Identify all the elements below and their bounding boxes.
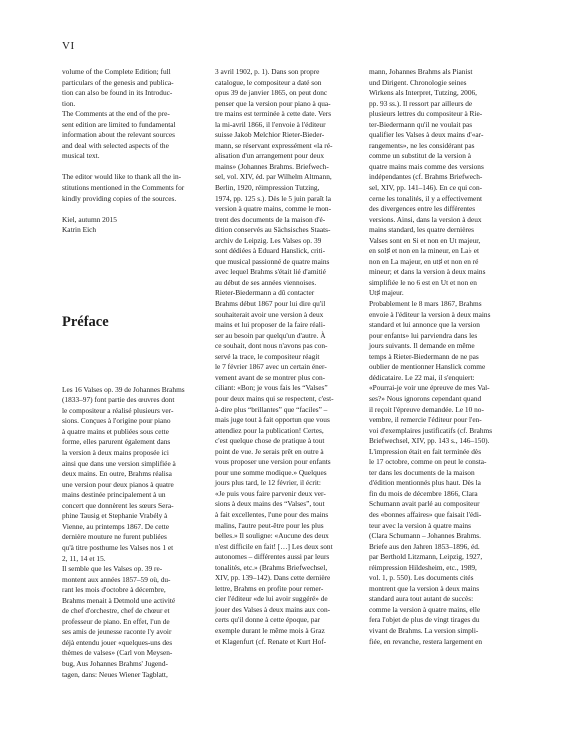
text-line: il reçoit l'épreuve demandée. Le 10 no-: [369, 404, 484, 414]
text-line: comme un substitut de la version à: [369, 151, 471, 161]
text-line: le compositeur a réalisé plusieurs ver-: [62, 405, 174, 415]
text-line: pp. 93 ss.). Il ressort par ailleurs de: [369, 98, 473, 108]
text-line: Brahms début 1867 pour lui dire qu'il: [215, 299, 326, 309]
text-line: à-dire plus “brillantes” que “faciles” –: [215, 404, 328, 414]
text-line: ter dans les documents de la maison: [369, 467, 475, 477]
text-line: en sol♯ et non en la mineur, en La♭ et: [369, 246, 480, 256]
text-line: pour deux mains qui se respectent, c'est-: [215, 393, 334, 403]
text-line: déjà entendu jouer «quelques-uns des: [62, 637, 173, 647]
text-line: Rieter-Biedermann a dû contacter: [215, 288, 315, 298]
text-line: Wirkens als Interpret, Tutzing, 2006,: [369, 88, 478, 98]
text-line: dédicataire. Le 22 mai, il s'enquiert:: [369, 372, 475, 382]
text-line: stitutions mentioned in the Comments for: [62, 183, 185, 193]
text-line: suisse Jakob Melchior Rieter-Bieder-: [215, 130, 325, 140]
text-line: The editor would like to thank all the in-: [62, 172, 182, 182]
text-line: [62, 162, 196, 173]
text-line: jours suivants. Il demande en même: [369, 341, 475, 351]
text-line: versions. Ainsi, dans la version à deux: [369, 214, 482, 224]
text-line: qualifier les Valses à deux mains d'«ar-: [369, 130, 484, 140]
text-line: Ut♯ majeur.: [369, 288, 404, 298]
text-line: des divergences entre les différentes: [369, 204, 476, 214]
text-line: «Je puis vous faire parvenir deux ver-: [215, 488, 326, 498]
column-middle: [215, 67, 349, 647]
text-line: lettre, Brahms en profite pour remer-: [215, 583, 324, 593]
text-line: et Klagenfurt (cf. Renate et Kurt Hof-: [215, 636, 327, 646]
text-line: Il semble que les Valses op. 39 re-: [62, 564, 163, 574]
text-line: Briefwechsel, XIV, pp. 143 s., 146–150).: [369, 436, 490, 446]
english-preface-ending: [62, 67, 196, 236]
text-line: oublier de mentionner Hanslick comme: [369, 362, 486, 372]
text-line: phine Tausig et Stephanie Vrabély à: [62, 511, 168, 521]
text-line: Schumann avait parlé au compositeur: [369, 499, 480, 509]
text-line: Kiel, autumn 2015: [62, 214, 117, 224]
text-line: plusieurs lettres du compositeur à Rie-: [369, 109, 483, 119]
text-line: une version pour deux pianos à quatre: [62, 479, 174, 489]
text-line: comme la version à quatre mains, elle: [369, 604, 481, 614]
text-line: de chef d'orchestre, chef de chœur et: [62, 606, 170, 616]
text-line: avec lequel Brahms s'était lié d'amitié: [215, 267, 326, 277]
text-line: le 17 octobre, comme on peut le consta-: [369, 457, 487, 467]
text-line: ses?» Nous ignorons cependant quand: [369, 393, 482, 403]
text-line: fiée, en revanche, restera largement en: [369, 636, 483, 646]
text-line: particulars of the genesis and publica-: [62, 77, 174, 87]
text-line: sent edition are limited to fundamental: [62, 119, 176, 129]
text-line: la mi-avril 1866, il l'envoie à l'éditeur: [215, 119, 326, 129]
text-line: standard et lui annonce que la version: [369, 320, 480, 330]
page-number: VI: [62, 40, 75, 52]
text-line: belles.» Il souligne: «Aucune des deux: [215, 531, 329, 541]
text-line: mais juge tout à fait opportun que vous: [215, 415, 330, 425]
text-line: tagen, dans: Neues Wiener Tagblatt,: [62, 669, 168, 679]
text-line: (Clara Schumann – Johannes Brahms.: [369, 531, 481, 541]
text-line: fera l'objet de plus de vingt tirages du: [369, 615, 480, 625]
text-line: alisation d'un arrangement pour deux: [215, 151, 324, 161]
text-line: dernière mouture ne furent publiées: [62, 532, 167, 542]
text-line: teur avec la version à quatre mains: [369, 520, 471, 530]
text-line: tonalités, etc.» (Brahms Briefwechsel,: [215, 562, 328, 572]
text-line: quatre mains mais comme des versions: [369, 161, 484, 171]
text-line: ser au besoin par quelqu'un d'autre. À: [215, 330, 326, 340]
text-line: temps à Rieter-Biedermann de ne pas: [369, 351, 479, 361]
text-line: mineur; et dans la version à deux mains: [369, 267, 486, 277]
text-line: ses amis de jeunesse raconte l'y avoir: [62, 627, 172, 637]
text-line: vembre, il remercie l'éditeur pour l'en-: [369, 415, 482, 425]
text-line: Briefe aus den Jahren 1853–1896, éd.: [369, 541, 480, 551]
text-line: souhaiterait avoir une version à deux: [215, 309, 324, 319]
text-line: le 7 février 1867 avec un certain éner-: [215, 362, 327, 372]
text-line: n'est difficile en fait! […] Les deux sont: [215, 541, 333, 551]
text-line: envoie à l'éditeur la version à deux mains: [369, 309, 491, 319]
text-line: fin du mois de décembre 1866, Clara: [369, 488, 478, 498]
text-line: certs qu'il donne à cette époque, par: [215, 615, 321, 625]
text-line: vous proposer une version pour enfants: [215, 457, 331, 467]
text-line: trent des documents de la maison d'é-: [215, 214, 326, 224]
text-line: archiv de Leipzig. Les Valses op. 39: [215, 235, 322, 245]
text-line: version à quatre mains, comme le mon-: [215, 204, 332, 214]
text-line: attendiez pour la publication! Certes,: [215, 425, 324, 435]
preface-column-3: [369, 67, 503, 647]
text-line: bug, Aus Johannes Brahms' Jugend-: [62, 658, 168, 668]
text-line: ciliant: «Bon; je vous fais les “Valses”: [215, 383, 328, 393]
text-line: Probablement le 8 mars 1867, Brahms: [369, 299, 482, 309]
text-line: ainsi que dans une version simplifiée à: [62, 458, 176, 468]
text-line: «Pourrai-je voir une épreuve de mes Val-: [369, 383, 490, 393]
text-line: XIV, pp. 139–142). Dans cette dernière: [215, 573, 331, 583]
text-line: pour une somme modique.» Quelques: [215, 467, 327, 477]
text-line: penser que la version pour piano à qua-: [215, 98, 331, 108]
text-line: mains standard, les quatre dernières: [369, 225, 475, 235]
preface-column-2: [215, 67, 349, 647]
text-line: musical text.: [62, 151, 100, 161]
text-line: vement avant de se montrer plus con-: [215, 372, 326, 382]
text-line: jouer des Valses à deux mains aux con-: [215, 604, 331, 614]
text-line: c'est quelque chose de pratique à tout: [215, 436, 325, 446]
text-line: réimpression Hildesheim, etc., 1989,: [369, 562, 477, 572]
text-line: Vienne, au printemps 1867. De cette: [62, 521, 170, 531]
preface-heading: Préface: [62, 313, 109, 330]
text-line: 3 avril 1902, p. 1). Dans son propre: [215, 67, 320, 76]
text-line: vivant de Brahms. La version simpli-: [369, 625, 479, 635]
text-line: Valses sont en Si et non en Ut majeur,: [369, 235, 481, 245]
text-line: à quatre mains et publiées sous cette: [62, 426, 169, 436]
text-line: Katrin Eich: [62, 225, 97, 235]
text-line: indépendantes (cf. Brahms Briefwech-: [369, 172, 483, 182]
text-line: cerne les tonalités, il y a effectivement: [369, 193, 483, 203]
text-line: au début de ses années viennoises.: [215, 277, 317, 287]
text-line: mains» (Johannes Brahms. Briefwech-: [215, 161, 329, 171]
text-line: qu'à titre posthume les Valses nos 1 et: [62, 542, 174, 552]
text-line: autonomes – différentes aussi par leurs: [215, 552, 330, 562]
text-line: montrent que la version à deux mains: [369, 583, 480, 593]
text-line: sions à deux mains des “Valses”, tout: [215, 499, 325, 509]
text-line: tion can also be found in its Introduc-: [62, 88, 173, 98]
text-line: mann, Johannes Brahms als Pianist: [369, 67, 473, 76]
text-line: simplifiée le no 6 est en Ut et non en: [369, 277, 477, 287]
text-line: sions. Conçues à l'origine pour piano: [62, 416, 171, 426]
text-line: sont dédiées à Eduard Hanslick, criti-: [215, 246, 326, 256]
text-line: exemple durant le même mois à Graz: [215, 625, 325, 635]
text-line: non en La majeur, en ut♯ et non en ré: [369, 256, 479, 266]
text-line: servé la trace, le compositeur réagit: [215, 351, 320, 361]
text-line: (1833–97) font partie des œuvres dont: [62, 395, 175, 405]
text-line: tion.: [62, 98, 76, 108]
text-line: dition conservés au Sächsisches Staats-: [215, 225, 331, 235]
text-line: information about the relevant sources: [62, 130, 175, 140]
text-line: point de vue. Je serais prêt en outre à: [215, 446, 324, 456]
text-line: sel, vol. XIV, éd. par Wilhelm Altmann,: [215, 172, 332, 182]
text-line: pour enfants» lui parviendra dans les: [369, 330, 478, 340]
column-right: [369, 67, 503, 647]
text-line: rant les mois d'octobre à décembre,: [62, 585, 166, 595]
text-line: professeur de piano. En effet, l'un de: [62, 616, 170, 626]
text-line: voi d'exemplaires justificatifs (cf. Brahms: [369, 425, 493, 435]
text-line: à fait excellentes, l'une pour des mains: [215, 509, 329, 519]
heading-spacer: [62, 236, 196, 313]
text-line: 2, 11, 14 et 15.: [62, 553, 106, 563]
text-line: mann, se réservant expressément «la ré-: [215, 140, 333, 150]
text-line: rangements», ne les considérant pas: [369, 140, 475, 150]
text-line: des «bonnes affaires» que faisait l'édi-: [369, 509, 482, 519]
text-line: la version à deux mains proposée ici: [62, 448, 169, 458]
text-line: [62, 204, 196, 215]
text-line: jours plus tard, le 12 février, il écrit:: [215, 478, 321, 488]
text-line: mains et lui proposer de la faire réali-: [215, 320, 326, 330]
preface-column-1: [62, 385, 196, 680]
text-line: kindly providing copies of the sources.: [62, 193, 177, 203]
text-line: Berlin, 1920, réimpression Tutzing,: [215, 183, 320, 193]
text-line: ce souhait, dont nous n'avons pas con-: [215, 341, 328, 351]
text-line: catalogue, le compositeur a daté son: [215, 77, 322, 87]
text-line: tre mains est terminée à cette date. Vers: [215, 109, 332, 119]
text-line: montent aux années 1857–59 où, du-: [62, 574, 171, 584]
text-line: and deal with selected aspects of the: [62, 140, 169, 150]
text-line: ter-Biedermann qu'il ne voulait pas: [369, 119, 473, 129]
text-line: malins, l'autre peut-être pour les plus: [215, 520, 324, 530]
text-line: concert que donnèrent les sœurs Sera-: [62, 500, 174, 510]
text-line: volume of the Complete Edition; full: [62, 67, 171, 76]
text-line: mains destinée principalement à un: [62, 490, 166, 500]
heading-gap: [62, 331, 196, 385]
text-line: standard aura tout autant de succès:: [369, 594, 474, 604]
column-left: [62, 67, 196, 680]
text-line: d'édition mentionnés plus haut. Dès la: [369, 478, 481, 488]
text-line: Les 16 Valses op. 39 de Johannes Brahms: [62, 384, 185, 394]
text-line: The Comments at the end of the pre-: [62, 109, 170, 119]
text-line: sel, XIV, pp. 141–146). En ce qui con-: [369, 183, 483, 193]
text-line: Brahms menait à Detmold une activité: [62, 595, 176, 605]
text-line: vol. 1, p. 550). Les documents cités: [369, 573, 474, 583]
text-line: opus 39 de janvier 1865, on peut donc: [215, 88, 328, 98]
text-line: cier l'éditeur «de lui avoir suggéré» de: [215, 594, 328, 604]
text-line: 1974, pp. 125 s.). Dès le 5 juin paraît la: [215, 193, 332, 203]
text-line: deux mains. En outre, Brahms réalisa: [62, 469, 172, 479]
text-line: thèmes de valses» (Carl von Meysen-: [62, 648, 173, 658]
text-line: par Berthold Litzmann, Leipzig, 1927,: [369, 552, 483, 562]
text-line: forme, elles parurent également dans: [62, 437, 171, 447]
text-line: L'impression était en fait terminée dès: [369, 446, 482, 456]
text-line: que musical passionné de quatre mains: [215, 256, 330, 266]
text-line: und Dirigent. Chronologie seines: [369, 77, 467, 87]
